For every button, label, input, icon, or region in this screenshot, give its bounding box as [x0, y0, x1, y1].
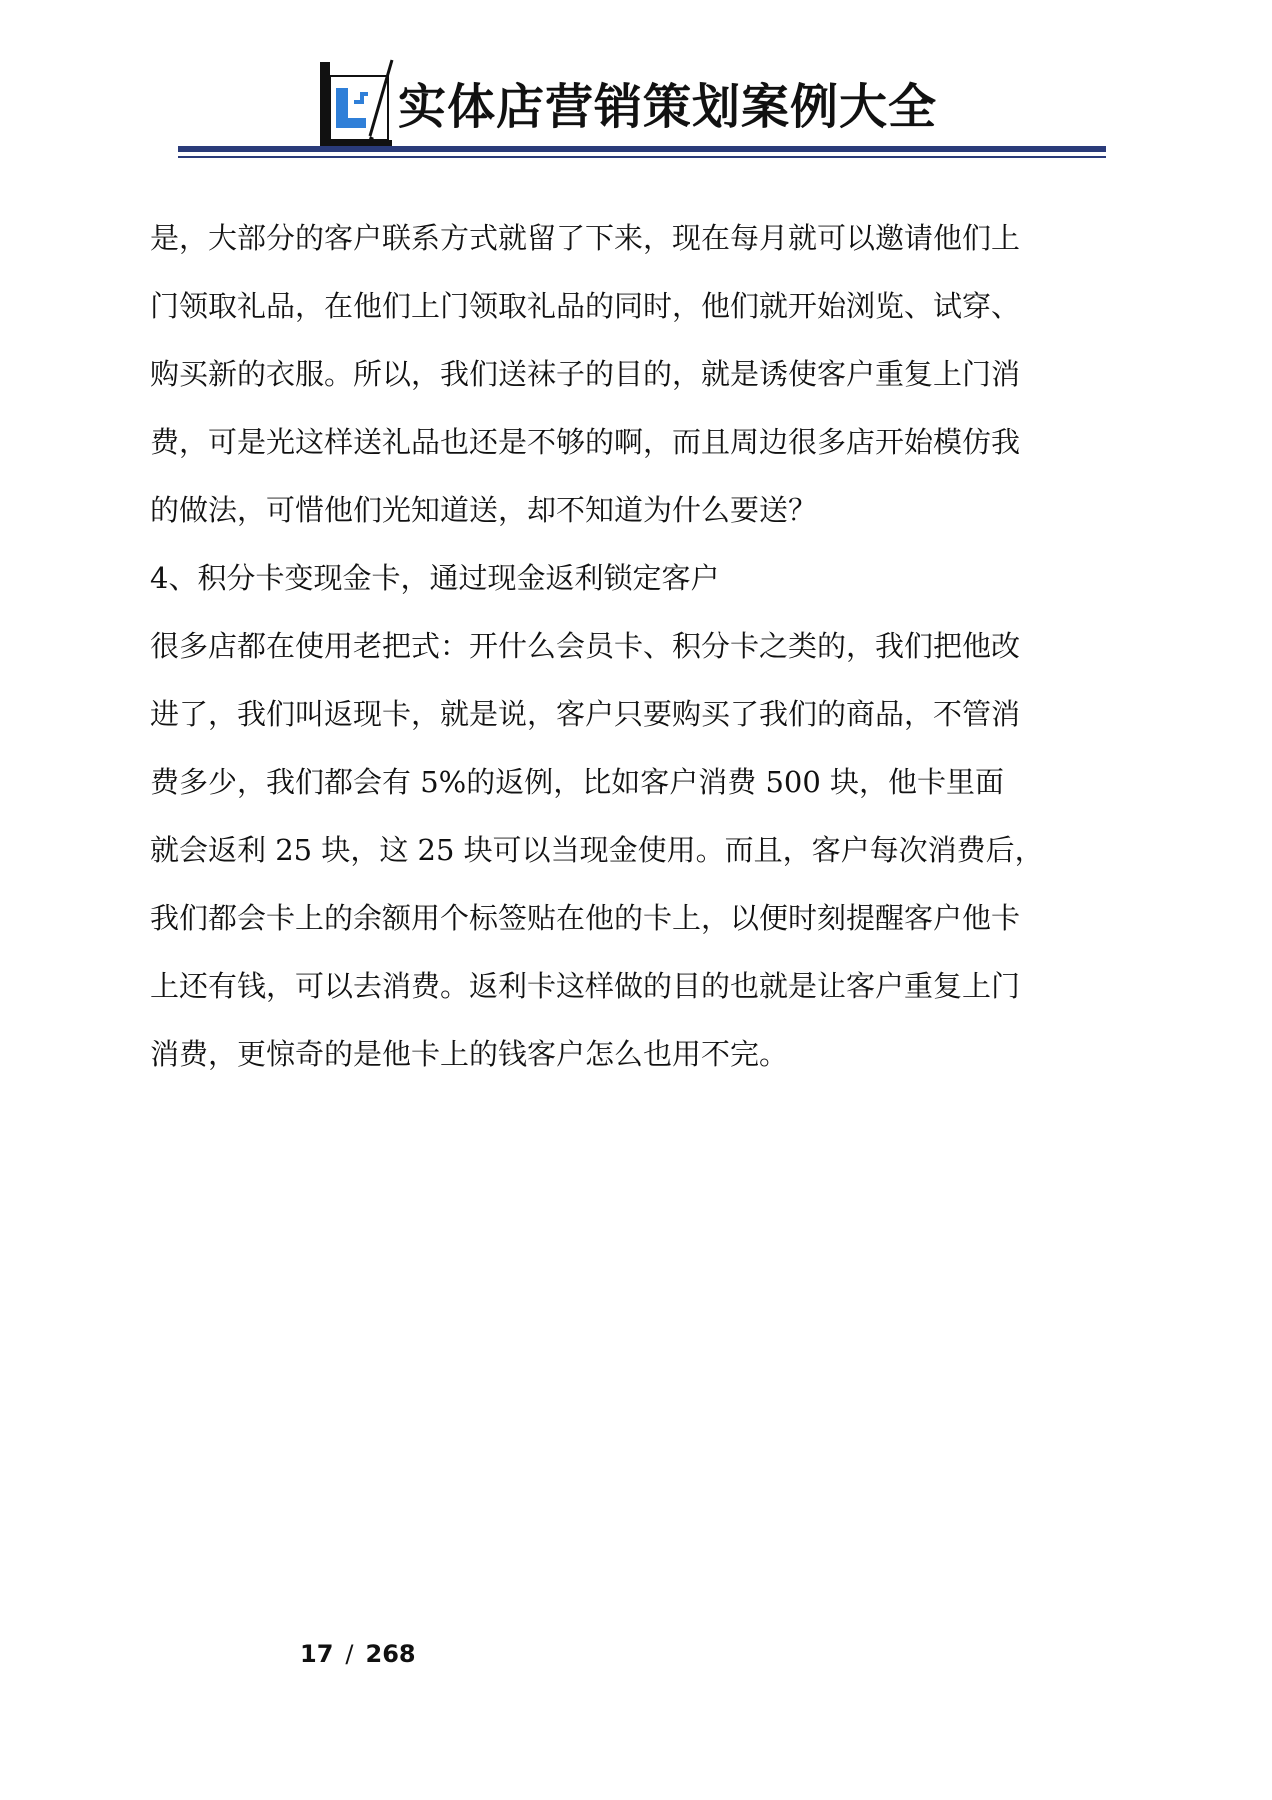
section-heading: 4、积分卡变现金卡，通过现金返利锁定客户: [150, 561, 720, 595]
page-total: 268: [365, 1640, 416, 1668]
text-line: 就会返利 25 块，这 25 块可以当现金使用。而且，客户每次消费后，: [150, 833, 1044, 867]
text-line: 费多少，我们都会有 5%的返例，比如客户消费 500 块，他卡里面: [150, 765, 1005, 799]
text-line: 是，大部分的客户联系方式就留了下来，现在每月就可以邀请他们上: [150, 221, 1021, 255]
text-line: 我们都会卡上的余额用个标签贴在他的卡上，以便时刻提醒客户他卡: [150, 901, 1021, 935]
page-separator: /: [345, 1640, 354, 1668]
text-line: 很多店都在使用老把式：开什么会员卡、积分卡之类的，我们把他改: [150, 629, 1021, 663]
text-line: 购买新的衣服。所以，我们送袜子的目的，就是诱使客户重复上门消: [150, 357, 1021, 391]
book-pen-logo-icon: [318, 58, 400, 150]
text-line: 的做法，可惜他们光知道送，却不知道为什么要送？: [150, 493, 818, 527]
header-rule-thin: [178, 156, 1106, 158]
text-line: 消费，更惊奇的是他卡上的钱客户怎么也用不完。: [150, 1037, 789, 1071]
text-line: 门领取礼品，在他们上门领取礼品的同时，他们就开始浏览、试穿、: [150, 289, 1021, 323]
page-number: [300, 1640, 416, 1668]
document-header: [0, 0, 1272, 160]
header-rule-thick: [178, 146, 1106, 152]
body-text: [150, 212, 1070, 1096]
text-line: 上还有钱，可以去消费。返利卡这样做的目的也就是让客户重复上门: [150, 969, 1021, 1003]
document-title: 实体店营销策划案例大全: [398, 79, 938, 135]
text-line: 费，可是光这样送礼品也还是不够的啊，而且周边很多店开始模仿我: [150, 425, 1021, 459]
page-current: 17: [300, 1640, 334, 1668]
text-line: 进了，我们叫返现卡，就是说，客户只要购买了我们的商品，不管消: [150, 697, 1021, 731]
